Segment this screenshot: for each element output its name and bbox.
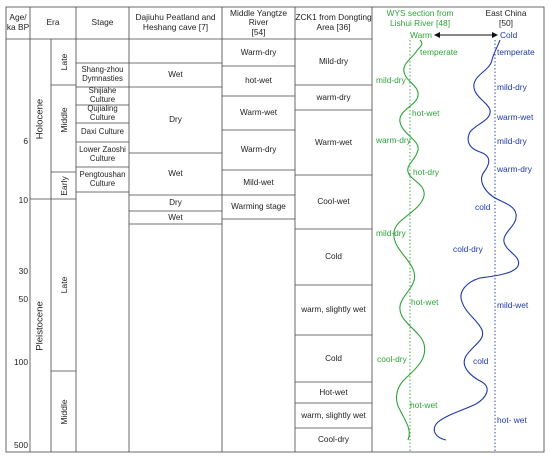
wys-curve [394,40,425,440]
eastchina-label-warm-wet: warm-wet [497,112,534,122]
wys-label-cool-dry: cool-dry [377,354,407,364]
stage-pengtoushan [76,167,129,192]
eastchina-label-mild-wet: mild-wet [497,300,529,310]
subperiod-early-holocene: Early [59,176,69,196]
eastchina-curve [434,40,518,440]
wys-header [372,8,468,30]
dajiuhu-wet-2: Wet [168,169,183,179]
eastchina-label-cold-2: cold [473,356,489,366]
zck1-cold-1: Cold [325,252,342,262]
stage-lower-zaoshi-line2: Culture [89,153,116,163]
zck1-warm-slightly-wet-2: warm, slightly wet [301,410,366,420]
zck1-hot-wet: Hot-wet [319,387,348,397]
eastchina-header-line2: [50] [499,18,513,28]
yangtze-header [222,7,295,39]
zck1-cool-wet: Cool-wet [317,197,350,207]
age-tick-6: 6 [23,136,28,146]
wys-label-hot-wet-3: hot-wet [410,400,438,410]
yangtze-header-line1: Middle Yangtze River [230,7,287,28]
wys-label-hot-wet-1: hot-wet [412,108,440,118]
zck1-cold-2: Cold [325,353,342,363]
age-axis [0,0,28,459]
wys-label-hot-wet-2: hot-wet [411,297,439,307]
wys-header-line1: WYS section from [386,8,454,19]
dajiuhu-wet-1: Wet [168,70,183,80]
stage-lower-zaoshi-line1: Lower Zaoshi [79,144,126,154]
eastchina-label-cold-dry: cold-dry [453,244,483,254]
subperiod-middle-holocene: Middle [59,107,69,133]
yangtze-warm-dry-1: Warm-dry [240,47,277,57]
age-tick-50: 50 [18,294,28,304]
subperiod-late-holocene: Late [59,53,69,71]
eastchina-label-warm-dry: warm-dry [497,164,532,174]
zck1-header-line2: Area [36] [316,22,351,32]
yangtze-header-line2: [54] [251,26,266,37]
zck1-warm-slightly-wet-1: warm, slightly wet [301,305,366,315]
stage-shijiahe: Shijiahe Culture [88,86,117,104]
stage-shang-zhou-line2: Dymnasties [82,74,123,83]
yangtze-warm-dry-2: Warm-dry [240,145,277,155]
dajiuhu-header-line2: Heshang cave [7] [142,22,209,32]
dajiuhu-header-line1: Dajiuhu Peatland and [135,12,216,23]
dajiuhu-dry-1: Dry [169,115,182,125]
yangtze-warm-wet: Warm-wet [240,108,277,118]
age-tick-10: 10 [18,195,28,205]
stage-daxi: Daxi Culture [81,127,124,137]
age-header-line1: Age/ [9,12,27,23]
age-header-line2: ka BP [6,22,30,32]
subperiod-late-pleistocene: Late [59,276,69,294]
wys-label-temperate: temperate [420,47,458,57]
cold-label: Cold [500,30,518,40]
era-header: Era [46,17,60,28]
age-tick-30: 30 [18,266,28,276]
era-holocene: Holocene [34,98,46,140]
yangtze-warming-stage: Warming stage [231,202,286,212]
zck1-header [295,7,372,39]
stage-shang-zhou [76,63,129,87]
zck1-cool-dry: Cool-dry [318,435,349,445]
age-tick-100: 100 [14,357,28,367]
zck1-warm-dry: warm-dry [316,92,351,102]
warm-cold-arrow [434,32,498,38]
zck1-header-line1: ZCK1 from Dongting [295,12,372,23]
subperiod-middle-pleistocene: Middle [59,399,69,425]
wys-label-mild-dry-1: mild-dry [376,75,406,85]
eastchina-header-line1: East China [485,8,527,19]
stage-shang-zhou-line1: Shang-zhou [81,65,124,75]
stage-pengtoushan-line1: Pengtoushan [79,169,126,179]
zck1-mild-dry: Mild-dry [318,57,349,67]
dajiuhu-header [129,7,222,39]
wys-header-line2: Lishui River [48] [389,18,451,28]
eastchina-header [470,8,542,30]
stage-pengtoushan-line2: Culture [89,178,116,188]
eastchina-label-temperate: temperate [497,47,535,57]
dajiuhu-dry-2: Dry [169,198,182,208]
yangtze-hot-wet: hot-wet [245,76,272,86]
stage-qujialing: Qujialing Culture [87,104,118,122]
era-pleistocene: Pleistocene [34,301,46,351]
wys-label-mild-dry-2: mild-dry [376,228,406,238]
warm-label: Warm [410,30,433,40]
dajiuhu-wet-3: Wet [168,212,183,222]
stage-header: Stage [91,17,114,28]
stage-lower-zaoshi [76,142,129,167]
yangtze-mild-wet: Mild-wet [243,177,274,187]
eastchina-label-mild-dry-2: mild-dry [497,136,527,146]
eastchina-label-hot-wet: hot- wet [497,415,527,425]
wys-label-warm-dry: warm-dry [376,135,411,145]
age-tick-500: 500 [14,440,28,450]
eastchina-label-cold-1: cold [475,202,491,212]
wys-label-hot-dry: hot-dry [413,167,440,177]
eastchina-label-mild-dry-1: mild-dry [497,82,527,92]
zck1-warm-wet: Warm-wet [315,137,352,147]
